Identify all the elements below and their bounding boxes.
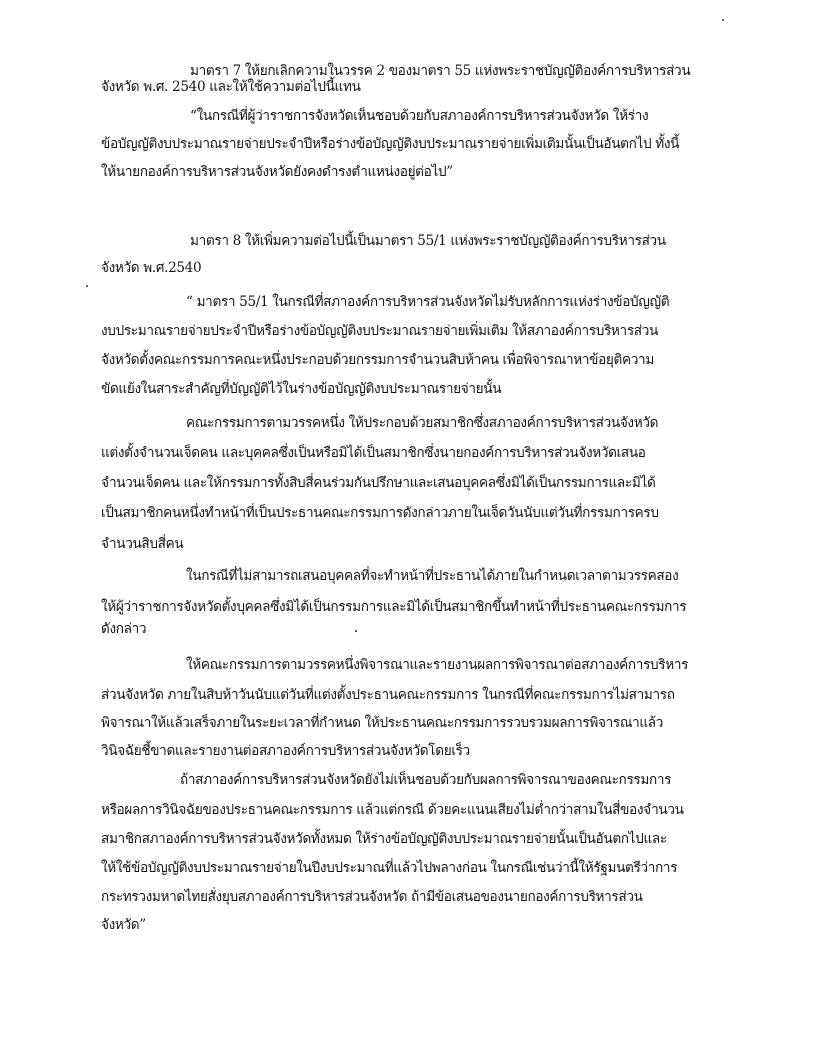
section8-paragraph-line: เป็นสมาชิกคนหนึ่งทำหน้าที่เป็นประธานคณะกรรมการดังกล่าวภายในเจ็ดวันนับแต่วันที่กรรมการครบ <box>101 505 659 521</box>
section8-paragraph-line: ให้ใช้ข้อบัญญัติงบประมาณรายจ่ายในปีงบประมาณที่แล้วไปพลางก่อน ในกรณีเช่นว่านี้ให้รัฐมนตรีว่าการ <box>101 860 678 876</box>
section8-paragraph-line: ถ้าสภาองค์การบริหารส่วนจังหวัดยังไม่เห็นชอบด้วยกับผลการพิจารณาของคณะกรรมการ <box>180 772 672 788</box>
section7-line: จังหวัด พ.ศ. 2540 และให้ใช้ความต่อไปนี้แทน <box>101 79 361 95</box>
section8-paragraph-line: “ มาตรา 55/1 ในกรณีที่สภาองค์การบริหารส่วนจังหวัดไม่รับหลักการแห่งร่างข้อบัญญัติ <box>186 294 670 310</box>
section7-heading: มาตรา 7 ให้ยกเลิกความในวรรค 2 ของมาตรา 55 แห่งพระราชบัญญัติองค์การบริหารส่วน <box>190 63 691 79</box>
section8-paragraph-line: จังหวัดตั้งคณะกรรมการคณะหนึ่งประกอบด้วยกรรมการจำนวนสิบห้าคน เพื่อพิจารณาหาข้อยุติความ <box>101 352 654 368</box>
section7-quote-line: ข้อบัญญัติงบประมาณรายจ่ายประจำปีหรือร่างข้อบัญญัติงบประมาณรายจ่ายเพิ่มเติมนั้นเป็นอันตกไป ทั้งนี้ <box>101 136 680 152</box>
section8-heading: มาตรา 8 ให้เพิ่มความต่อไปนี้เป็นมาตรา 55/1 แห่งพระราชบัญญัติองค์การบริหารส่วน <box>190 233 666 249</box>
section8-paragraph-line: ส่วนจังหวัด ภายในสิบห้าวันนับแต่วันที่แต่งตั้งประธานคณะกรรมการ ในกรณีที่คณะกรรมการไม่สามารถ <box>101 687 675 703</box>
section8-paragraph-line: พิจารณาให้แล้วเสร็จภายในระยะเวลาที่กำหนด ให้ประธานคณะกรรมการรวบรวมผลการพิจารณาแล้ว <box>101 715 664 731</box>
section8-paragraph-line: สมาชิกสภาองค์การบริหารส่วนจังหวัดทั้งหมด ให้ร่างข้อบัญญัติงบประมาณรายจ่ายนั้นเป็นอันตกไปและ <box>101 831 667 847</box>
section7-quote-line: “ในกรณีที่ผู้ว่าราชการจังหวัดเห็นชอบด้วยกับสภาองค์การบริหารส่วนจังหวัด ให้ร่าง <box>190 108 649 124</box>
section8-paragraph-line: ให้คณะกรรมการตามวรรคหนึ่งพิจารณาและรายงานผลการพิจารณาต่อสภาองค์การบริหาร <box>186 657 689 673</box>
scan-speck <box>355 630 357 632</box>
section8-paragraph-line: ดังกล่าว <box>101 621 147 637</box>
section8-paragraph-line: คณะกรรมการตามวรรคหนึ่ง ให้ประกอบด้วยสมาชิกซึ่งสภาองค์การบริหารส่วนจังหวัด <box>186 415 659 431</box>
section7-quote-line: ให้นายกองค์การบริหารส่วนจังหวัดยังคงดำรงตำแหน่งอยู่ต่อไป” <box>101 164 453 180</box>
section8-paragraph-line: ขัดแย้งในสาระสำคัญที่บัญญัติไว้ในร่างข้อบัญญัติงบประมาณรายจ่ายนั้น <box>101 381 502 397</box>
section8-line: จังหวัด พ.ศ.2540 <box>101 260 202 276</box>
scan-speck <box>86 285 88 287</box>
section8-paragraph-line: จังหวัด” <box>101 917 146 933</box>
section8-paragraph-line: หรือผลการวินิจฉัยของประธานคณะกรรมการ แล้วแต่กรณี ด้วยคะแนนเสียงไม่ต่ำกว่าสามในสี่ของจำนวน <box>101 802 684 818</box>
section8-paragraph-line: จำนวนสิบสี่คน <box>101 536 184 552</box>
section8-paragraph-line: ในกรณีที่ไม่สามารถเสนอบุคคลที่จะทำหน้าที่ประธานได้ภายในกำหนดเวลาตามวรรคสอง <box>186 568 679 584</box>
section8-paragraph-line: กระทรวงมหาดไทยสั่งยุบสภาองค์การบริหารส่วนจังหวัด ถ้ามีข้อเสนอของนายกองค์การบริหารส่วน <box>101 889 643 905</box>
scan-speck <box>722 19 724 21</box>
section8-paragraph-line: วินิจฉัยชี้ขาดและรายงานต่อสภาองค์การบริหารส่วนจังหวัดโดยเร็ว <box>101 743 470 759</box>
section8-paragraph-line: ให้ผู้ว่าราชการจังหวัดตั้งบุคคลซึ่งมิได้เป็นกรรมการและมิได้เป็นสมาชิกขึ้นทำหน้าที่ประธานคณะกรรมการ <box>101 599 687 615</box>
section8-paragraph-line: แต่งตั้งจำนวนเจ็ดคน และบุคคลซึ่งเป็นหรือมิได้เป็นสมาชิกซึ่งนายกองค์การบริหารส่วนจังหวัดเสนอ <box>101 445 646 461</box>
section8-paragraph-line: จำนวนเจ็ดคน และให้กรรมการทั้งสิบสี่คนร่วมกันปรึกษาและเสนอบุคคลซึ่งมิได้เป็นกรรมการและมิได้ <box>101 475 656 491</box>
section8-paragraph-line: งบประมาณรายจ่ายประจำปีหรือร่างข้อบัญญัติงบประมาณรายจ่ายเพิ่มเติม ให้สภาองค์การบริหารส่วน <box>101 323 658 339</box>
